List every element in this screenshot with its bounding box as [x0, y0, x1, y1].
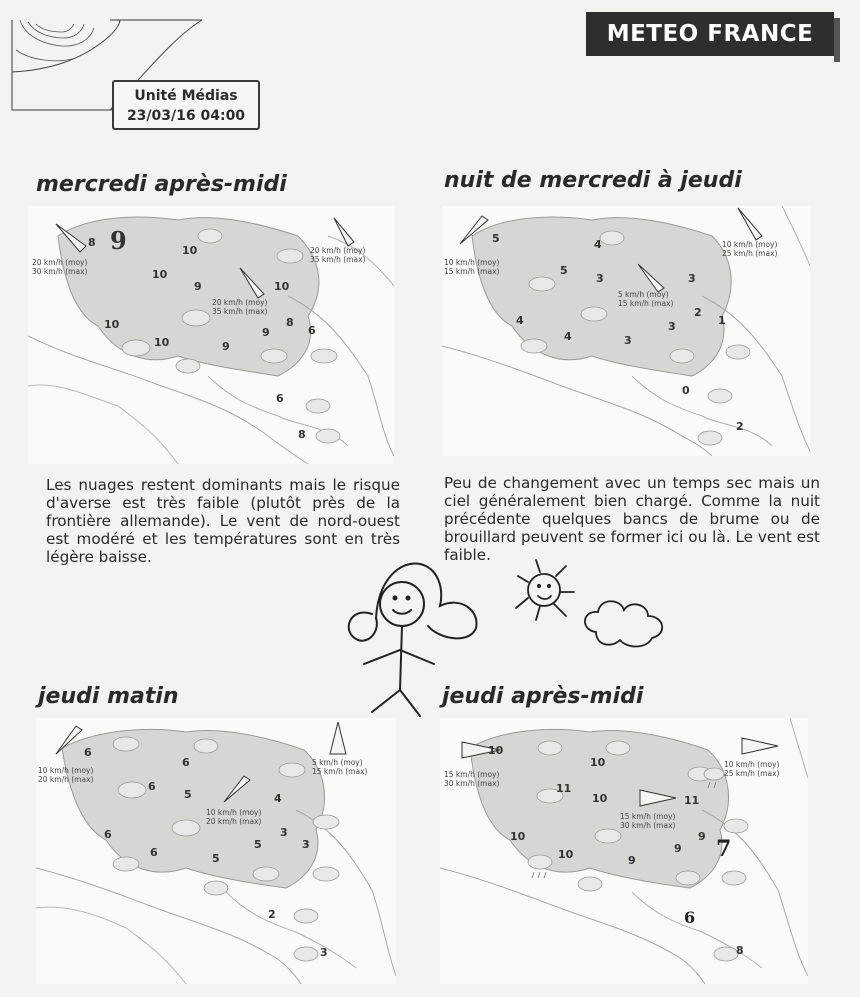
temperature-value: 11 [556, 782, 572, 795]
temperature-value: 2 [268, 908, 276, 921]
wind-label: 5 km/h (moy) 15 km/h (max) [312, 758, 368, 776]
map-wed-afternoon [28, 206, 394, 464]
wind-label: 10 km/h (moy) 20 km/h (max) [38, 766, 94, 784]
wind-label: 20 km/h (moy) 30 km/h (max) [32, 258, 88, 276]
temperature-value: 9 [194, 280, 202, 293]
temperature-value: 9 [262, 326, 270, 339]
temperature-value: 11 [684, 794, 700, 807]
temperature-value: 6 [148, 780, 156, 793]
handwritten-annotation: 9 [110, 226, 127, 255]
temperature-value: 3 [302, 838, 310, 851]
map-shapes [28, 206, 394, 464]
panel-title-thu-afternoon: jeudi après-midi [442, 684, 644, 709]
temperature-value: 10 [590, 756, 606, 769]
temperature-value: 10 [592, 792, 608, 805]
temperature-value: 5 [254, 838, 262, 851]
temperature-value: 5 [492, 232, 500, 245]
temperature-value: 3 [688, 272, 696, 285]
unit-label: Unité Médias [134, 88, 238, 104]
temperature-value: 6 [182, 756, 190, 769]
temperature-value: 10 [182, 244, 198, 257]
temperature-value: 4 [516, 314, 524, 327]
wind-label: 20 km/h (moy) 35 km/h (max) [212, 298, 268, 316]
temperature-value: 3 [668, 320, 676, 333]
map-shapes [440, 718, 808, 984]
wind-label: 10 km/h (moy) 25 km/h (max) [724, 760, 780, 778]
map-thu-afternoon [440, 718, 808, 984]
temperature-value: 4 [274, 792, 282, 805]
temperature-value: 10 [154, 336, 170, 349]
map-wed-night [442, 206, 810, 456]
map-thu-morning [36, 718, 396, 984]
temperature-value: 3 [320, 946, 328, 959]
handwritten-annotation: 7 [716, 836, 732, 862]
wind-label: 10 km/h (moy) 15 km/h (max) [444, 258, 500, 276]
wind-label: 15 km/h (moy) 30 km/h (max) [620, 812, 676, 830]
temperature-value: 8 [298, 428, 306, 441]
temperature-value: 2 [694, 306, 702, 319]
temperature-value: 6 [104, 828, 112, 841]
description-wed-night: Peu de changement avec un temps sec mais un ciel généralement bien chargé. Comme la nuit précédente quelques bancs de brume ou de brouillard peuvent se former ici ou là. Le vent est faible. [444, 474, 820, 564]
temperature-value: 9 [628, 854, 636, 867]
issue-info-box [112, 80, 260, 130]
wind-label: 15 km/h (moy) 30 km/h (max) [444, 770, 500, 788]
temperature-value: 0 [682, 384, 690, 397]
panel-title-wed-night: nuit de mercredi à jeudi [444, 168, 742, 193]
temperature-value: 5 [184, 788, 192, 801]
temperature-value: 9 [674, 842, 682, 855]
temperature-value: 9 [698, 830, 706, 843]
temperature-value: 6 [276, 392, 284, 405]
panel-title-thu-morning: jeudi matin [38, 684, 179, 709]
temperature-value: 10 [274, 280, 290, 293]
temperature-value: 8 [88, 236, 96, 249]
temperature-value: 4 [594, 238, 602, 251]
issue-datetime: 23/03/16 04:00 [126, 108, 246, 124]
temperature-value: 8 [736, 944, 744, 957]
temperature-value: 4 [564, 330, 572, 343]
temperature-value: 6 [84, 746, 92, 759]
brand-banner: METEO FRANCE [586, 12, 834, 56]
description-wed-afternoon: Les nuages restent dominants mais le risque d'averse est très faible (plutôt près de la frontière allemande). Le vent de nord-ouest est modéré et les températures sont en très légère baisse. [46, 476, 400, 566]
wind-label: 10 km/h (moy) 20 km/h (max) [206, 808, 262, 826]
temperature-value: 5 [560, 264, 568, 277]
temperature-value: 8 [286, 316, 294, 329]
cloud-doodle-icon [585, 601, 662, 646]
sun-doodle-icon [516, 560, 574, 620]
temperature-value: 6 [150, 846, 158, 859]
temperature-value: 10 [104, 318, 120, 331]
temperature-value: 3 [624, 334, 632, 347]
handwritten-annotation: 6 [684, 908, 696, 927]
temperature-value: 3 [280, 826, 288, 839]
temperature-value: 10 [152, 268, 168, 281]
wind-label: 10 km/h (moy) 25 km/h (max) [722, 240, 778, 258]
temperature-value: 6 [308, 324, 316, 337]
temperature-value: 9 [222, 340, 230, 353]
temperature-value: 10 [558, 848, 574, 861]
temperature-value: 10 [510, 830, 526, 843]
temperature-value: 3 [596, 272, 604, 285]
temperature-value: 1 [718, 314, 726, 327]
temperature-value: 5 [212, 852, 220, 865]
temperature-value: 10 [488, 744, 504, 757]
wind-label: 5 km/h (moy) 15 km/h (max) [618, 290, 674, 308]
wind-label: 20 km/h (moy) 35 km/h (max) [310, 246, 366, 264]
temperature-value: 2 [736, 420, 744, 433]
panel-title-wed-afternoon: mercredi après-midi [36, 172, 287, 197]
